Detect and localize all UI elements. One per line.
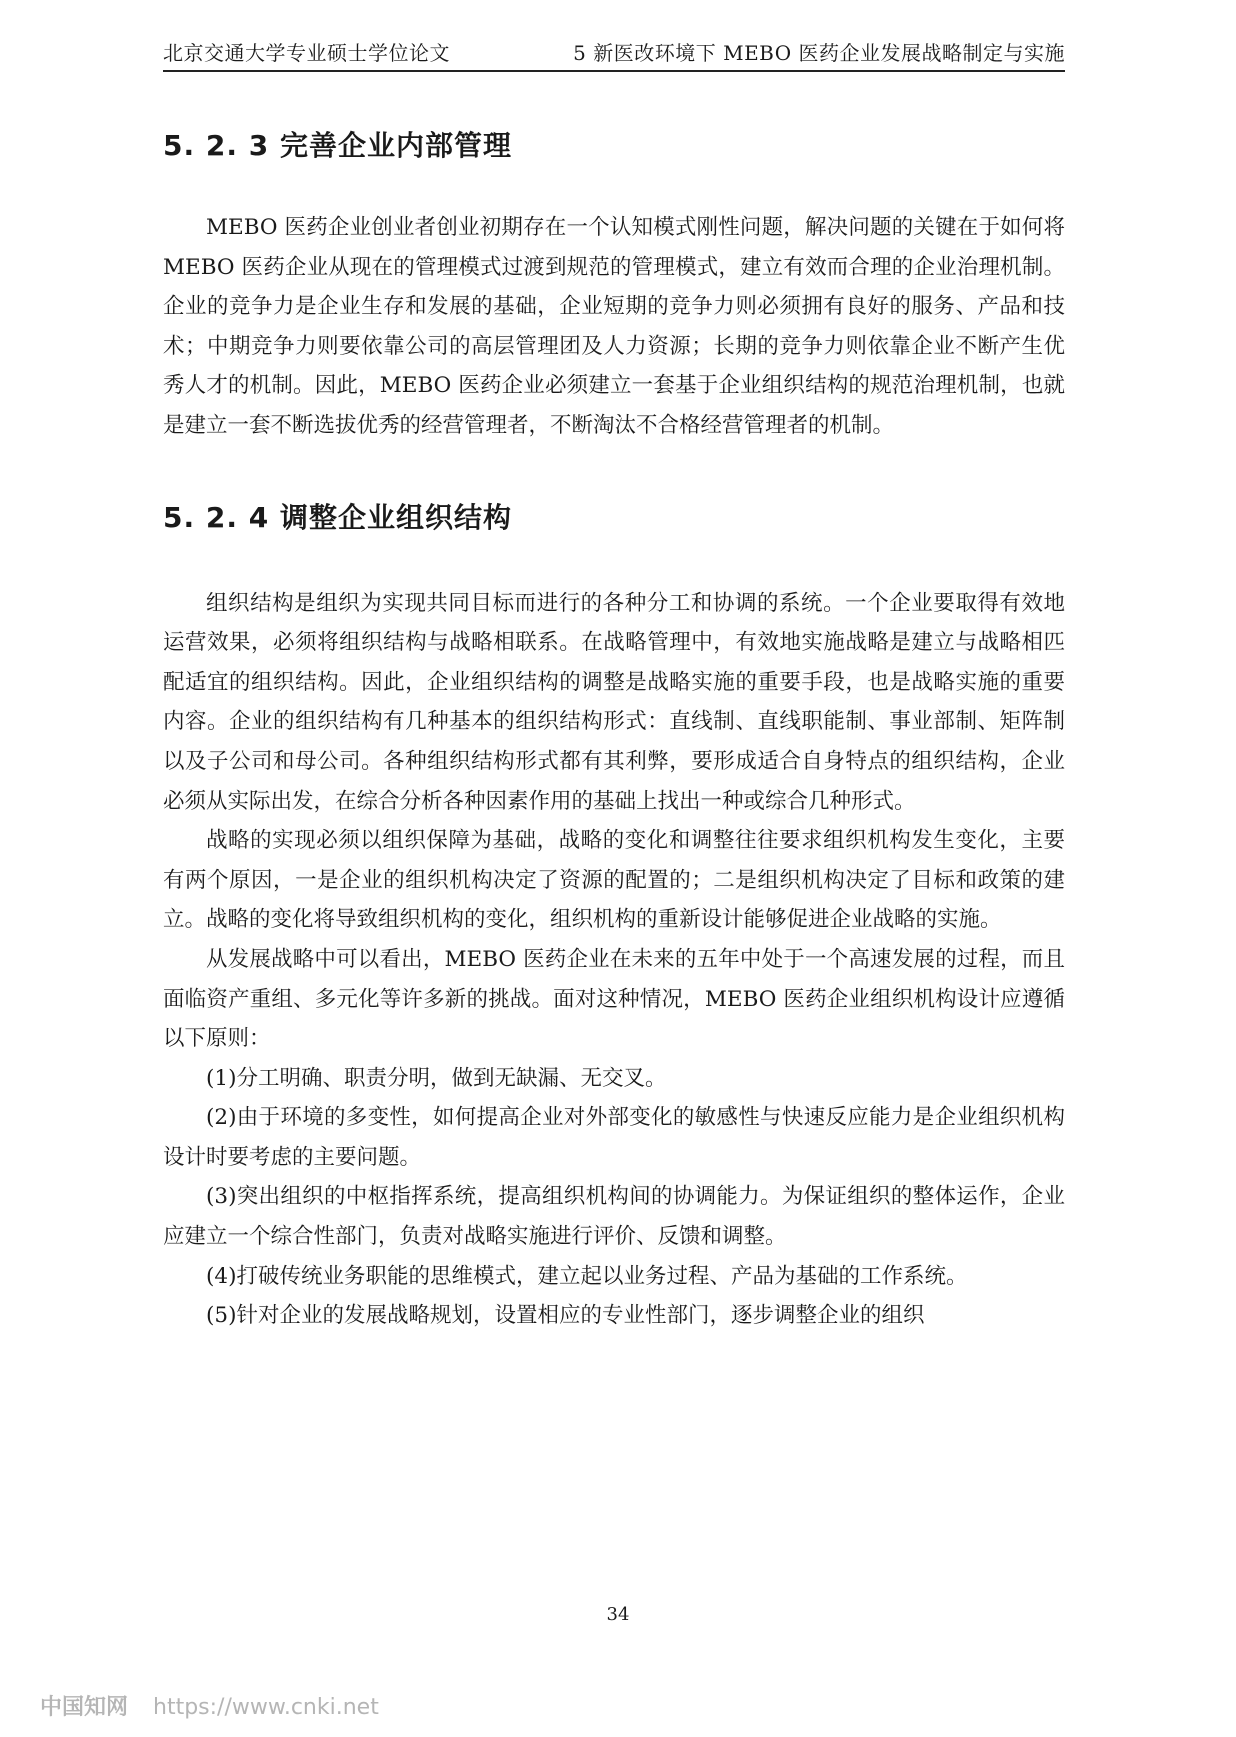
list-item: (3)突出组织的中枢指挥系统，提高组织机构间的协调能力。为保证组织的整体运作，企业应建立一个综合性部门，负责对战略实施进行评价、反馈和调整。 [163,1184,1065,1250]
list-item: (1)分工明确、职责分明，做到无缺漏、无交叉。 [206,1065,667,1091]
section-heading-5-2-3: 5. 2. 3 完善企业内部管理 [163,129,512,162]
list-item: (5)针对企业的发展战略规划，设置相应的专业性部门，逐步调整企业的组织 [206,1303,925,1329]
page-number: 34 [606,1604,630,1625]
list-item: (2)由于环境的多变性，如何提高企业对外部变化的敏感性与快速反应能力是企业组织机构设计时要考虑的主要问题。 [163,1105,1065,1170]
section-heading-5-2-4: 5. 2. 4 调整企业组织结构 [163,500,512,534]
paragraph: MEBO 医药企业创业者创业初期存在一个认知模式刚性问题，解决问题的关键在于如何将 MEBO 医药企业从现在的管理模式过渡到规范的管理模式，建立有效而合理的企业治理机制。企业的竞争力是企业生存和发展的基础，企业短期的竞争力则必须拥有良好的服务、产品和技术；中期竞争力则要依靠公司的高层管理团及人力资源；长期的竞争力则依靠企业不断产生优秀人才的机制。因此，MEBO 医药企业必须建立一套基于企业组织结构的规范治理机制，也就是建立一套不断选拔优秀的经营管理者，不断淘汰不合格经营管理者的机制。 [163,215,1065,438]
running-header [163,36,1065,72]
paragraph: 组织结构是组织为实现共同目标而进行的各种分工和协调的系统。一个企业要取得有效地运营效果，必须将组织结构与战略相联系。在战略管理中，有效地实施战略是建立与战略相匹配适宜的组织结构。因此，企业组织结构的调整是战略实施的重要手段，也是战略实施的重要内容。企业的组织结构有几种基本的组织结构形式：直线制、直线职能制、事业部制、矩阵制以及子公司和母公司。各种组织结构形式都有其利弊，要形成适合自身特点的组织结构，企业必须从实际出发，在综合分析各种因素作用的基础上找出一种或综合几种形式。 [163,590,1065,814]
paragraph: 战略的实现必须以组织保障为基础，战略的变化和调整往往要求组织机构发生变化，主要有两个原因，一是企业的组织机构决定了资源的配置的；二是组织机构决定了目标和政策的建立。战略的变化将导致组织机构的变化，组织机构的重新设计能够促进企业战略的实施。 [163,828,1065,933]
paragraph: 从发展战略中可以看出，MEBO 医药企业在未来的五年中处于一个高速发展的过程，而且面临资产重组、多元化等许多新的挑战。面对这种情况，MEBO 医药企业组织机构设计应遵循以下原则： [163,946,1065,1052]
list-item: (4)打破传统业务职能的思维模式，建立起以业务过程、产品为基础的工作系统。 [206,1263,968,1289]
watermark-logo: 中国知网 [40,1695,129,1720]
section-body-5-2-3 [163,208,1065,446]
cnki-watermark [40,1690,379,1721]
section-body-5-2-4 [163,584,1065,1336]
watermark-url: https://www.cnki.net [153,1695,379,1720]
header-chapter-title: 5 新医改环境下 MEBO 医药企业发展战略制定与实施 [573,41,1065,65]
page-content [163,118,1065,1336]
header-thesis-title: 北京交通大学专业硕士学位论文 [163,41,450,65]
